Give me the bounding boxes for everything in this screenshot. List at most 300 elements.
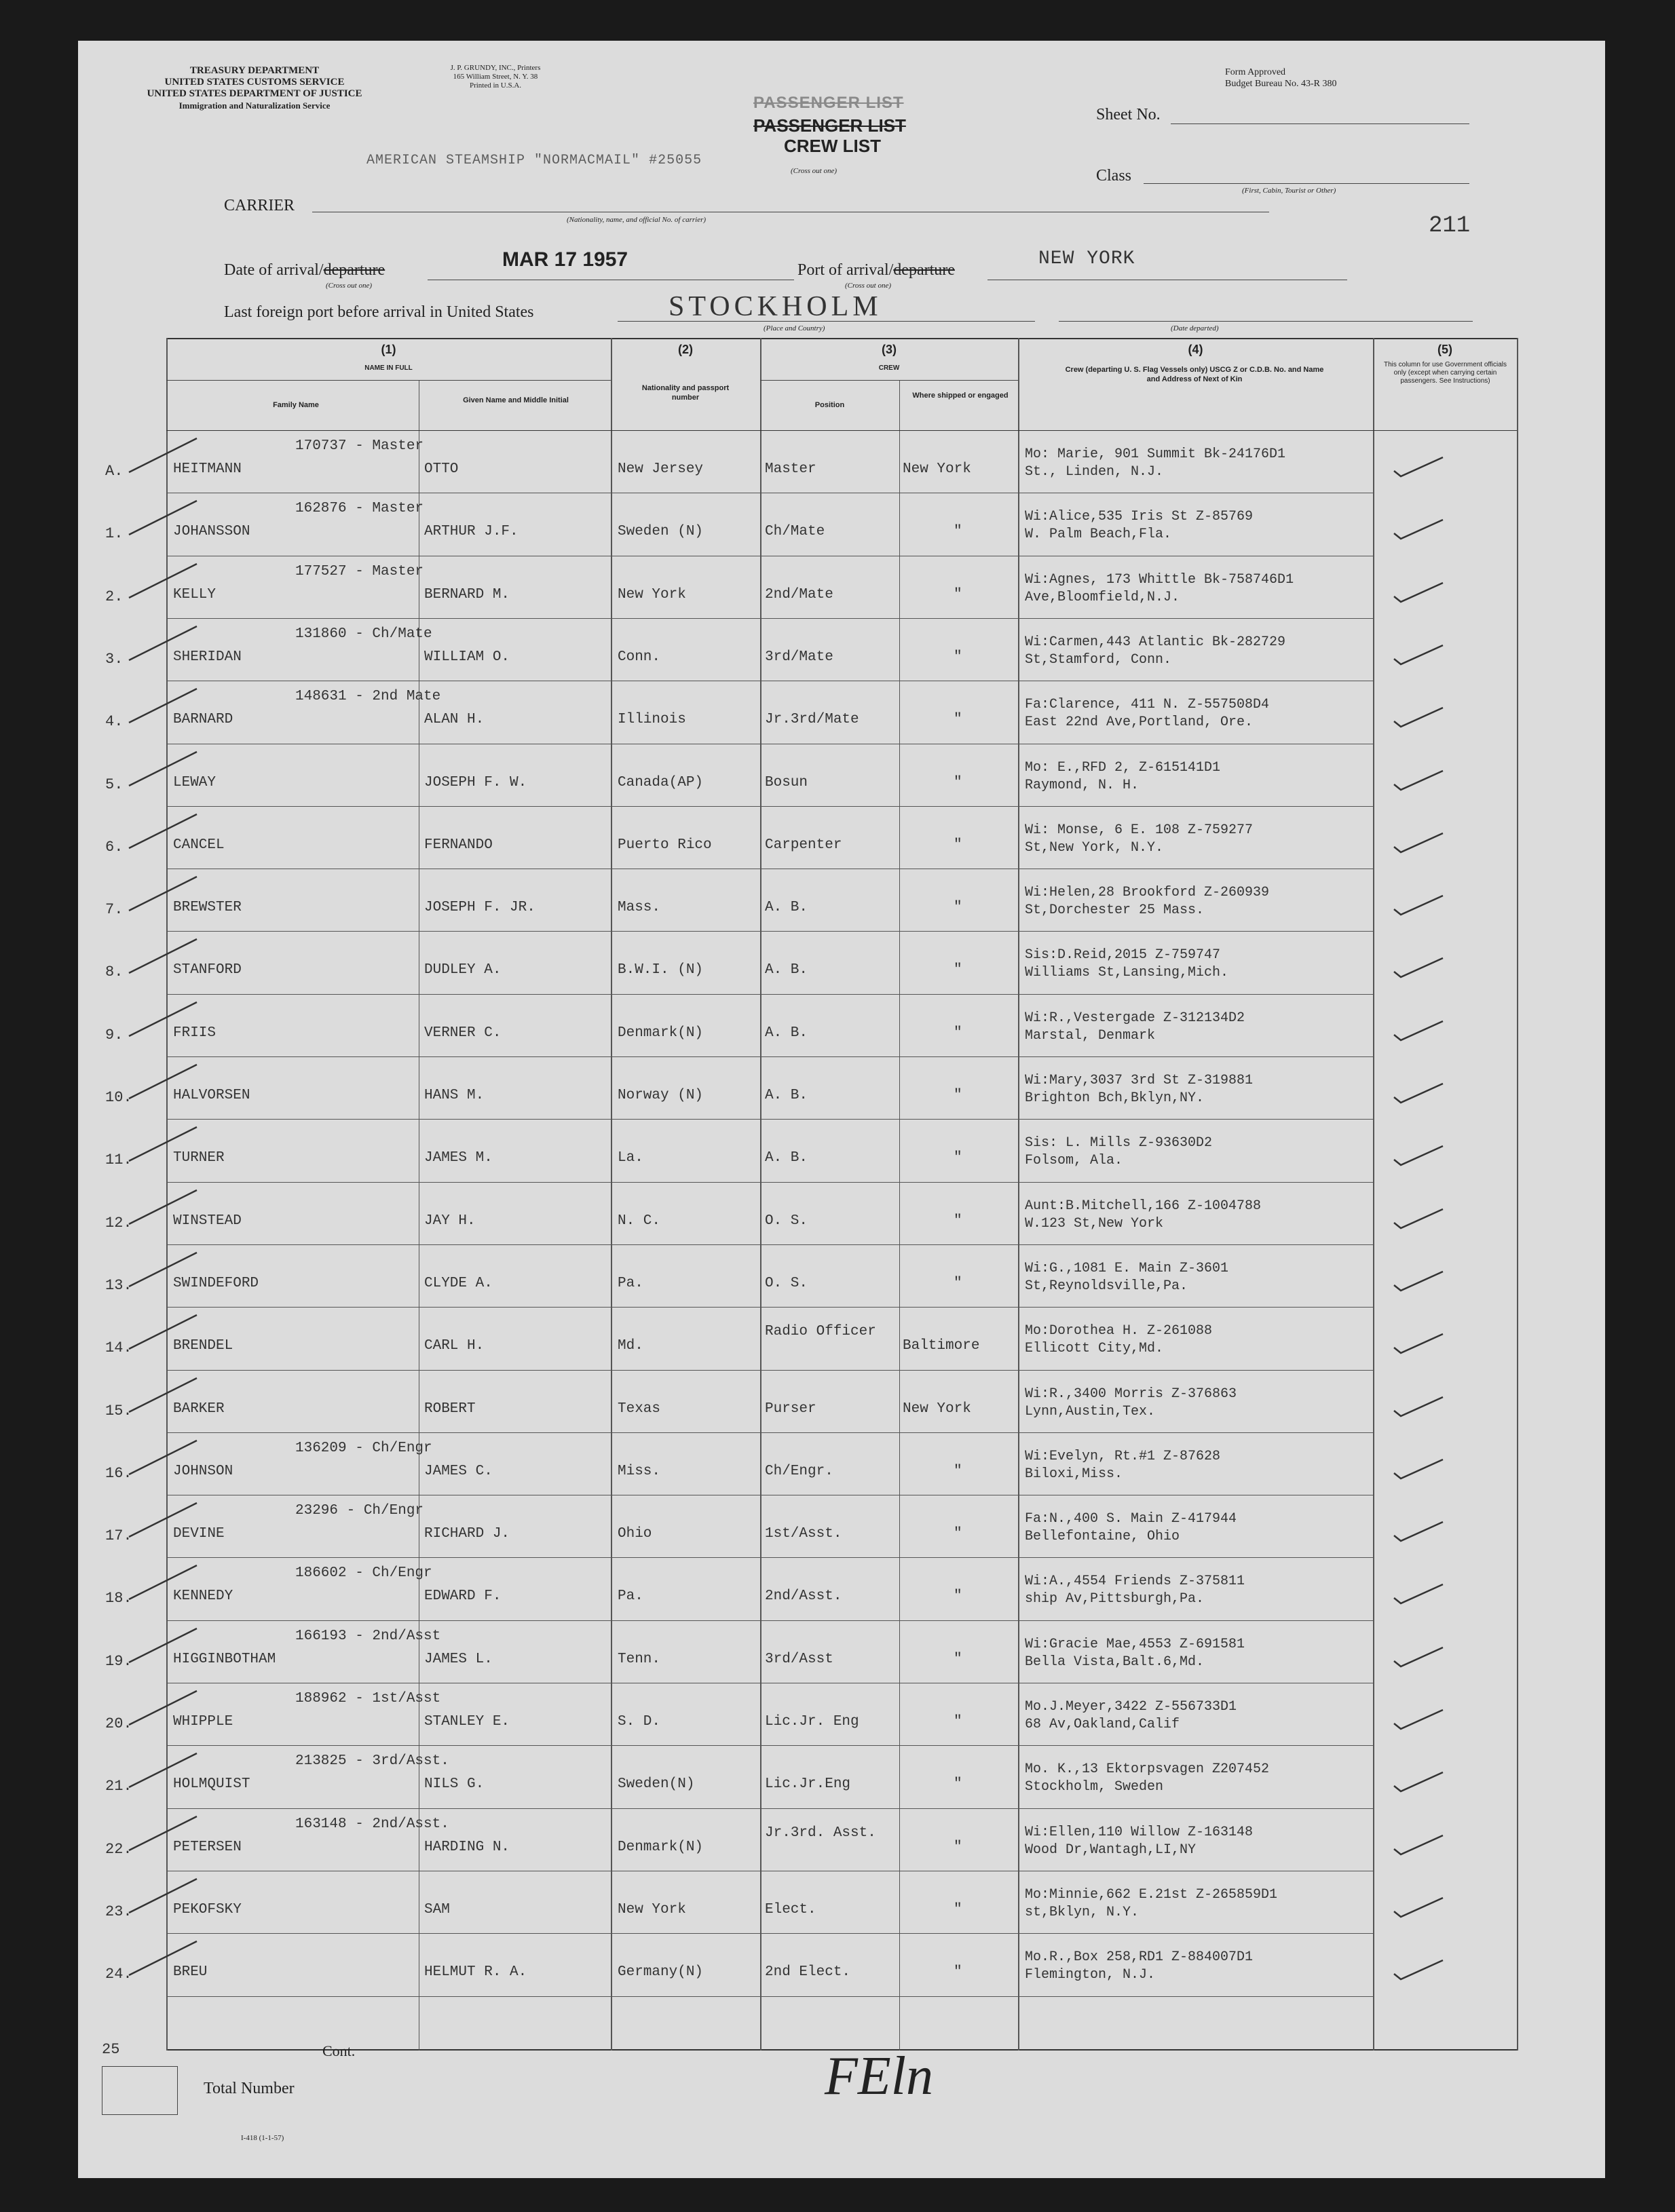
given-name: HELMUT R. A. (424, 1964, 527, 1981)
c5-title: This column for use Government officials only (except when carrying certain passengers. See Instructions) (1383, 361, 1507, 385)
row-number: 3. (105, 650, 124, 668)
row-number: 5. (105, 776, 124, 793)
next-of-kin-line1: Mo:Dorothea H. Z-261088 (1025, 1323, 1213, 1339)
nationality: Denmark(N) (618, 1025, 704, 1041)
row-number: 4. (105, 713, 124, 731)
shipped-at: " (954, 1463, 962, 1479)
title-caption: (Cross out one) (791, 167, 838, 175)
next-of-kin-line1: Mo: E.,RFD 2, Z-615141D1 (1025, 759, 1221, 776)
next-of-kin-line2: Marstal, Denmark (1025, 1027, 1156, 1044)
next-of-kin-line1: Wi:A.,4554 Friends Z-375811 (1025, 1574, 1245, 1590)
family-name: HOLMQUIST (173, 1776, 250, 1793)
given-name: DUDLEY A. (424, 962, 502, 978)
given-name: ALAN H. (424, 712, 485, 728)
printer-line: Printed in U.S.A. (469, 81, 522, 90)
footer-num: 25 (102, 2041, 120, 2058)
next-of-kin-line2: st,Bklyn, N.Y. (1025, 1904, 1140, 1920)
position: 3rd/Mate (765, 649, 833, 665)
next-of-kin-line1: Wi: Monse, 6 E. 108 Z-759277 (1025, 822, 1254, 838)
crew-list-title: CREW LIST (784, 136, 881, 156)
budget-bureau: Budget Bureau No. 43-R 380 (1225, 79, 1337, 89)
c3-shipped: Where shipped or engaged (912, 392, 1009, 400)
class-label: Class (1096, 167, 1132, 185)
next-of-kin-line1: Aunt:B.Mitchell,166 Z-1004788 (1025, 1198, 1262, 1214)
check-mark-icon (1391, 1205, 1446, 1232)
row-divider (166, 1808, 1373, 1809)
row-number: 17. (105, 1527, 132, 1545)
row-divider (166, 1557, 1373, 1558)
next-of-kin-line1: Wi:Helen,28 Brookford Z-260939 (1025, 885, 1270, 901)
check-mark-icon (1391, 892, 1446, 919)
row-divider (166, 931, 1373, 932)
nationality: Conn. (618, 649, 661, 665)
nationality: New Jersey (618, 461, 704, 477)
shipped-at: " (954, 1964, 962, 1981)
carrier-caption: (Nationality, name, and official No. of carrier) (567, 216, 707, 224)
next-of-kin-line1: Mo. K.,13 Ektorpsvagen Z207452 (1025, 1761, 1270, 1778)
check-mark-icon (1391, 1330, 1446, 1357)
c3-position: Position (814, 401, 845, 409)
next-of-kin-line2: 68 Av,Oakland,Calif (1025, 1717, 1180, 1732)
family-name: KELLY (173, 586, 217, 603)
row-divider (166, 618, 1373, 619)
shipped-at: " (954, 1150, 962, 1166)
family-name: BARKER (173, 1400, 225, 1417)
row-divider (166, 1745, 1373, 1746)
carrier-value: AMERICAN STEAMSHIP "NORMACMAIL" #25055 (366, 153, 702, 168)
shipped-at: " (954, 1213, 962, 1229)
given-name: SAM (424, 1901, 450, 1918)
nationality: Tenn. (618, 1651, 661, 1667)
tally-mark-icon (122, 685, 204, 726)
row-number: 15. (105, 1402, 132, 1419)
position: 2nd Elect. (765, 1964, 851, 1981)
nationality: Canada(AP) (618, 774, 704, 790)
date-label: Date of arrival/departure (224, 261, 385, 279)
row-number: 23. (105, 1903, 132, 1920)
c1-title: NAME IN FULL (364, 364, 413, 372)
form-approved-block (1225, 66, 1336, 90)
family-name: BREU (173, 1964, 208, 1981)
position: Lic.Jr.Eng (765, 1776, 851, 1793)
position: A. B. (765, 1150, 808, 1166)
agency-line: TREASURY DEPARTMENT (189, 65, 320, 76)
family-name: FRIIS (173, 1025, 217, 1041)
nationality: Sweden (N) (618, 524, 704, 540)
tally-mark-icon (122, 1625, 204, 1666)
c1-family: Family Name (273, 401, 319, 409)
next-of-kin-line2: Wood Dr,Wantagh,LI,NY (1025, 1842, 1197, 1858)
nationality: New York (618, 586, 686, 603)
position: Master (765, 461, 816, 477)
family-name: LEWAY (173, 774, 217, 790)
family-name: SHERIDAN (173, 649, 242, 665)
nationality: Pa. (618, 1275, 643, 1291)
row-number: 18. (105, 1590, 132, 1607)
next-of-kin-line2: Brighton Bch,Bklyn,NY. (1025, 1090, 1205, 1106)
row-divider (166, 806, 1373, 807)
row-number: 13. (105, 1276, 132, 1294)
last-port-caption: (Place and Country) (764, 324, 825, 332)
nationality: Germany(N) (618, 1964, 704, 1981)
position: Radio Officer (765, 1324, 876, 1340)
shipped-at: " (954, 837, 962, 853)
next-of-kin-line2: St,New York, N.Y. (1025, 839, 1164, 856)
license-note: 136209 - Ch/Engr (295, 1440, 432, 1456)
given-name: OTTO (424, 461, 459, 477)
printer-line: J. P. GRUNDY, INC., Printers (450, 64, 541, 72)
row-divider (166, 1996, 1373, 1997)
check-mark-icon (1391, 1142, 1446, 1169)
position: 1st/Asst. (765, 1526, 842, 1542)
nationality: Puerto Rico (618, 837, 712, 853)
last-port-value: STOCKHOLM (669, 291, 882, 322)
tally-mark-icon (122, 811, 204, 852)
given-name: JOSEPH F. W. (424, 774, 527, 790)
given-name: JAMES M. (424, 1150, 493, 1166)
row-divider (166, 1432, 1373, 1433)
row-number: 16. (105, 1464, 132, 1482)
row-divider (166, 1056, 1373, 1057)
shipped-at: Baltimore (903, 1338, 980, 1354)
next-of-kin-line2: Williams St,Lansing,Mich. (1025, 965, 1229, 981)
next-of-kin-line2: Flemington, N.J. (1025, 1967, 1156, 1983)
license-note: 177527 - Master (295, 563, 424, 579)
next-of-kin-line2: Raymond, N. H. (1025, 777, 1140, 793)
check-mark-icon (1391, 453, 1446, 480)
next-of-kin-line2: Bella Vista,Balt.6,Md. (1025, 1654, 1205, 1670)
tally-mark-icon (122, 936, 204, 976)
check-mark-icon (1391, 516, 1446, 543)
license-note: 166193 - 2nd/Asst (295, 1628, 441, 1644)
row-number: 14. (105, 1339, 132, 1357)
c5-num: (5) (1437, 343, 1452, 356)
tally-mark-icon (122, 1187, 204, 1227)
check-mark-icon (1391, 1768, 1446, 1795)
position: A. B. (765, 1025, 808, 1041)
license-note: 170737 - Master (295, 438, 424, 454)
family-name: BRENDEL (173, 1338, 233, 1354)
row-number: 8. (105, 964, 124, 981)
page-number: 211 (1429, 213, 1471, 239)
row-divider (166, 1119, 1373, 1120)
sheet-no-label: Sheet No. (1096, 106, 1161, 123)
agency-line: UNITED STATES CUSTOMS SERVICE (164, 77, 345, 88)
arrival-port: NEW YORK (1038, 248, 1135, 269)
given-name: ROBERT (424, 1400, 476, 1417)
given-name: CLYDE A. (424, 1275, 493, 1291)
position: Elect. (765, 1901, 816, 1918)
row-number: 22. (105, 1840, 132, 1858)
nationality: Miss. (618, 1463, 661, 1479)
row-divider (166, 1933, 1373, 1934)
row-number: 7. (105, 901, 124, 919)
family-name: DEVINE (173, 1526, 225, 1542)
next-of-kin-line1: Sis: L. Mills Z-93630D2 (1025, 1135, 1213, 1151)
position: A. B. (765, 900, 808, 916)
row-divider (166, 1620, 1373, 1621)
given-name: WILLIAM O. (424, 649, 510, 665)
tally-mark-icon (122, 1312, 204, 1352)
handwritten-initials: FEln (825, 2046, 933, 2106)
total-label: Total Number (204, 2080, 295, 2097)
next-of-kin-line2: Ave,Bloomfield,N.J. (1025, 589, 1180, 605)
row-number: 12. (105, 1214, 132, 1232)
last-port-label: Last foreign port before arrival in United States (224, 303, 534, 321)
next-of-kin-line1: Wi:G.,1081 E. Main Z-3601 (1025, 1260, 1229, 1276)
shipped-at: " (954, 774, 962, 790)
next-of-kin-line1: Wi:Evelyn, Rt.#1 Z-87628 (1025, 1448, 1221, 1464)
next-of-kin-line1: Wi:Ellen,110 Willow Z-163148 (1025, 1824, 1254, 1840)
check-mark-icon (1391, 1706, 1446, 1733)
given-name: STANLEY E. (424, 1714, 510, 1730)
given-name: EDWARD F. (424, 1588, 502, 1605)
check-mark-icon (1391, 1643, 1446, 1671)
row-number: 9. (105, 1026, 124, 1044)
row-number: 10. (105, 1089, 132, 1106)
nationality: S. D. (618, 1714, 661, 1730)
given-name: CARL H. (424, 1338, 485, 1354)
shipped-at: " (954, 1651, 962, 1667)
next-of-kin-line1: Mo: Marie, 901 Summit Bk-24176D1 (1025, 446, 1286, 462)
tally-mark-icon (122, 560, 204, 601)
family-name: BREWSTER (173, 900, 242, 916)
position: 2nd/Asst. (765, 1588, 842, 1605)
family-name: TURNER (173, 1150, 225, 1166)
license-note: 213825 - 3rd/Asst. (295, 1753, 449, 1770)
tally-mark-icon (122, 623, 204, 664)
shipped-at: " (954, 1839, 962, 1855)
agency-block (112, 65, 397, 111)
next-of-kin-line1: Sis:D.Reid,2015 Z-759747 (1025, 947, 1221, 964)
agency-line: UNITED STATES DEPARTMENT OF JUSTICE (147, 88, 362, 99)
nationality: Sweden(N) (618, 1776, 695, 1793)
family-name: KENNEDY (173, 1588, 233, 1605)
given-name: NILS G. (424, 1776, 485, 1793)
position: Ch/Mate (765, 524, 825, 540)
given-name: HANS M. (424, 1088, 485, 1103)
given-name: JAMES C. (424, 1463, 493, 1479)
family-name: WHIPPLE (173, 1714, 233, 1730)
nationality: Denmark(N) (618, 1839, 704, 1855)
row-divider (166, 994, 1373, 995)
tally-mark-icon (122, 1124, 204, 1164)
c3-num: (3) (882, 343, 897, 356)
row-divider (166, 1370, 1373, 1371)
agency-line: Immigration and Naturalization Service (178, 100, 331, 111)
position: Purser (765, 1400, 816, 1417)
next-of-kin-line2: St,Dorchester 25 Mass. (1025, 902, 1205, 919)
row-number: 1. (105, 525, 124, 543)
nationality: La. (618, 1150, 643, 1166)
position: Ch/Engr. (765, 1463, 833, 1479)
tally-mark-icon (122, 1687, 204, 1728)
row-divider (166, 1182, 1373, 1183)
tally-mark-icon (122, 1500, 204, 1540)
position: 3rd/Asst (765, 1651, 833, 1667)
tally-mark-icon (122, 1938, 204, 1979)
port-caption: (Cross out one) (845, 282, 892, 290)
family-name: SWINDEFORD (173, 1275, 259, 1291)
tally-mark-icon (122, 1249, 204, 1290)
row-number: 6. (105, 838, 124, 856)
check-mark-icon (1391, 1267, 1446, 1295)
nationality: Texas (618, 1400, 661, 1417)
shipped-at: " (954, 962, 962, 978)
tally-mark-icon (122, 1375, 204, 1415)
printer-line: 165 William Street, N. Y. 38 (453, 73, 538, 81)
given-name: HARDING N. (424, 1839, 510, 1855)
row-divider (166, 1307, 1373, 1308)
position: Lic.Jr. Eng (765, 1714, 859, 1730)
given-name: VERNER C. (424, 1025, 502, 1041)
shipped-at: " (954, 1275, 962, 1291)
check-mark-icon (1391, 1393, 1446, 1420)
row-number: A. (105, 463, 124, 480)
position: Carpenter (765, 837, 842, 853)
given-name: JAY H. (424, 1213, 476, 1229)
shipped-at: " (954, 1025, 962, 1041)
nationality: Ohio (618, 1526, 652, 1542)
nationality: Mass. (618, 900, 661, 916)
check-mark-icon (1391, 1580, 1446, 1607)
c4-num: (4) (1188, 343, 1203, 356)
form-code: I-418 (1-1-57) (241, 2134, 284, 2142)
row-number: 20. (105, 1715, 132, 1732)
date-caption: (Cross out one) (326, 282, 373, 290)
tally-mark-icon (122, 999, 204, 1040)
c4-title: Crew (departing U. S. Flag Vessels only) USCG Z or C.D.B. No. and Name and Address of Next of Kin (1065, 366, 1324, 383)
tally-mark-icon (122, 1750, 204, 1791)
position: 2nd/Mate (765, 586, 833, 603)
check-mark-icon (1391, 1455, 1446, 1483)
shipped-at: " (954, 900, 962, 916)
next-of-kin-line1: Wi:Mary,3037 3rd St Z-319881 (1025, 1073, 1254, 1088)
given-name: JOSEPH F. JR. (424, 900, 535, 916)
nationality: Norway (N) (618, 1088, 704, 1103)
next-of-kin-line2: Biloxi,Miss. (1025, 1466, 1123, 1482)
next-of-kin-line2: Stockholm, Sweden (1025, 1779, 1164, 1795)
license-note: 131860 - Ch/Mate (295, 626, 432, 642)
port-label: Port of arrival/departure (797, 261, 955, 279)
row-number: 19. (105, 1652, 132, 1670)
family-name: HEITMANN (173, 461, 242, 477)
check-mark-icon (1391, 1017, 1446, 1044)
next-of-kin-line1: Mo.J.Meyer,3422 Z-556733D1 (1025, 1699, 1237, 1715)
nationality: N. C. (618, 1213, 661, 1229)
license-note: 23296 - Ch/Engr (295, 1503, 424, 1519)
nationality: Md. (618, 1338, 643, 1354)
check-mark-icon (1391, 954, 1446, 981)
shipped-at: " (954, 1588, 962, 1605)
check-mark-icon (1391, 704, 1446, 731)
shipped-at: " (954, 712, 962, 728)
license-note: 148631 - 2nd Mate (295, 689, 441, 705)
next-of-kin-line2: St,Reynoldsville,Pa. (1025, 1278, 1188, 1294)
next-of-kin-line2: Ellicott City,Md. (1025, 1341, 1164, 1357)
position: A. B. (765, 1088, 808, 1103)
carrier-label: CARRIER (224, 197, 295, 214)
next-of-kin-line1: Wi:Alice,535 Iris St Z-85769 (1025, 509, 1254, 525)
next-of-kin-line1: Wi:R.,Vestergade Z-312134D2 (1025, 1010, 1245, 1026)
c3-title: CREW (878, 364, 900, 372)
shipped-at: New York (903, 1400, 971, 1417)
shipped-at: " (954, 1714, 962, 1730)
tally-mark-icon (122, 1813, 204, 1854)
total-box (102, 2066, 178, 2115)
check-mark-icon (1391, 1894, 1446, 1921)
check-mark-icon (1391, 579, 1446, 606)
shipped-at: " (954, 649, 962, 665)
crew-list-sheet (78, 41, 1605, 2178)
check-mark-icon (1391, 1956, 1446, 1983)
next-of-kin-line1: Wi:Carmen,443 Atlantic Bk-282729 (1025, 634, 1286, 650)
next-of-kin-line1: Fa:Clarence, 411 N. Z-557508D4 (1025, 697, 1270, 713)
given-name: JAMES L. (424, 1651, 493, 1667)
family-name: PEKOFSKY (173, 1901, 242, 1918)
check-mark-icon (1391, 641, 1446, 668)
shipped-at: " (954, 1901, 962, 1918)
license-note: 163148 - 2nd/Asst. (295, 1816, 449, 1832)
check-mark-icon (1391, 767, 1446, 794)
c1-num: (1) (381, 343, 396, 356)
license-note: 162876 - Master (295, 501, 424, 517)
license-note: 188962 - 1st/Asst (295, 1691, 441, 1706)
shipped-at: " (954, 1526, 962, 1542)
row-number: 24. (105, 1966, 132, 1983)
next-of-kin-line2: St,Stamford, Conn. (1025, 651, 1172, 668)
position: Jr.3rd/Mate (765, 712, 859, 728)
shipped-at: " (954, 586, 962, 603)
family-name: WINSTEAD (173, 1213, 242, 1229)
next-of-kin-line2: W. Palm Beach,Fla. (1025, 527, 1172, 543)
family-name: PETERSEN (173, 1839, 242, 1855)
row-number: 2. (105, 588, 124, 605)
next-of-kin-line1: Mo:Minnie,662 E.21st Z-265859D1 (1025, 1886, 1278, 1903)
position: O. S. (765, 1275, 808, 1291)
row-divider (166, 1244, 1373, 1245)
shipped-at: " (954, 1088, 962, 1103)
tally-mark-icon (122, 1875, 204, 1916)
row-number: 21. (105, 1778, 132, 1795)
given-name: BERNARD M. (424, 586, 510, 603)
tally-mark-icon (122, 497, 204, 538)
next-of-kin-line2: St., Linden, N.J. (1025, 464, 1164, 480)
next-of-kin-line2: ship Av,Pittsburgh,Pa. (1025, 1591, 1205, 1607)
shipped-at: New York (903, 461, 971, 477)
nationality: B.W.I. (N) (618, 962, 704, 978)
family-name: STANFORD (173, 962, 242, 978)
family-name: BARNARD (173, 712, 233, 728)
tally-mark-icon (122, 873, 204, 914)
license-note: 186602 - Ch/Engr (295, 1565, 432, 1582)
given-name: RICHARD J. (424, 1526, 510, 1542)
check-mark-icon (1391, 1080, 1446, 1107)
cont-label: Cont. (322, 2042, 356, 2059)
tally-mark-icon (122, 1562, 204, 1603)
tally-mark-icon (122, 435, 204, 476)
family-name: CANCEL (173, 837, 225, 853)
next-of-kin-line1: Fa:N.,400 S. Main Z-417944 (1025, 1511, 1237, 1527)
next-of-kin-line2: Folsom, Ala. (1025, 1153, 1123, 1169)
class-caption: (First, Cabin, Tourist or Other) (1242, 187, 1336, 195)
row-number: 11. (105, 1151, 132, 1169)
check-mark-icon (1391, 829, 1446, 856)
form-approved: Form Approved (1225, 67, 1286, 77)
next-of-kin-line2: W.123 St,New York (1025, 1215, 1164, 1232)
check-mark-icon (1391, 1831, 1446, 1858)
shipped-at: " (954, 1776, 962, 1793)
